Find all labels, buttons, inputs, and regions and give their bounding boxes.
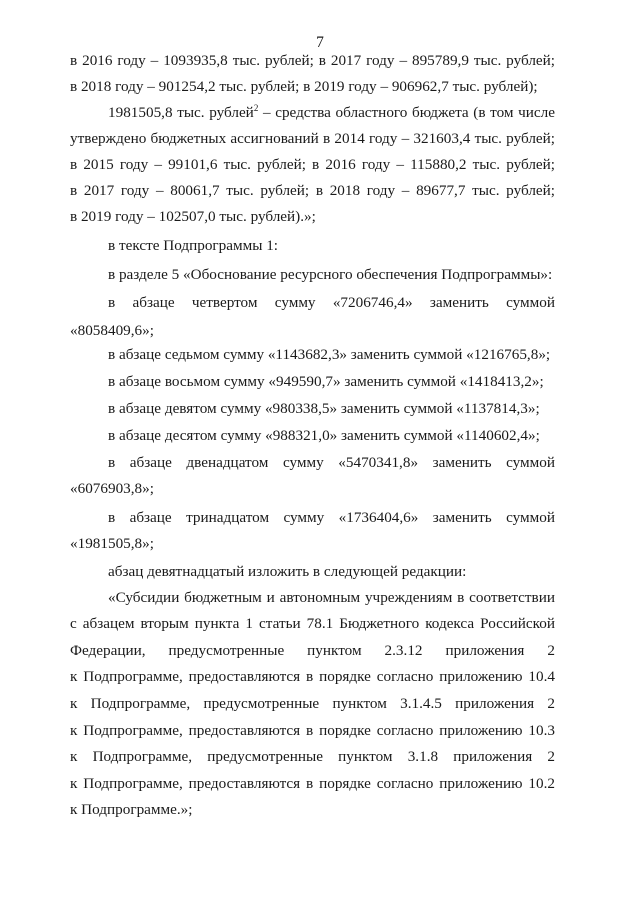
body-line-2: в 2018 году – 901254,2 тыс. рублей; в 2019 году – 906962,7 тыс. рублей); (70, 78, 538, 95)
body-line-17: «6076903,8»; (70, 480, 154, 497)
body-line-29: к Подпрограмме.»; (70, 801, 193, 818)
body-line-11: «8058409,6»; (70, 322, 154, 339)
body-line-22: с абзацем вторым пункта 1 статьи 78.1 Бюджетного кодекса Российской (70, 615, 555, 632)
body-line-20: абзац девятнадцатый изложить в следующей редакции: (108, 563, 467, 580)
body-line-21: «Субсидии бюджетным и автономным учреждениям в соответствии (108, 589, 555, 606)
body-line-4: утверждено бюджетных ассигнований в 2014 году – 321603,4 тыс. рублей; (70, 130, 555, 147)
body-line-6: в 2017 году – 80061,7 тыс. рублей; в 2018 году – 89677,7 тыс. рублей; (70, 182, 555, 199)
body-line-24: к Подпрограмме, предоставляются в порядке согласно приложению 10.4 (70, 668, 555, 685)
amount-text: 1981505,8 тыс. рублей (108, 104, 254, 121)
page-number: 7 (316, 34, 324, 51)
body-line-13: в абзаце восьмом сумму «949590,7» заменить суммой «1418413,2»; (108, 373, 544, 390)
body-line-7: в 2019 году – 102507,0 тыс. рублей).»; (70, 208, 316, 225)
body-line-23: Федерации, предусмотренные пунктом 2.3.12 приложения 2 (70, 642, 555, 659)
body-line-25: к Подпрограмме, предусмотренные пунктом 3.1.4.5 приложения 2 (70, 695, 555, 712)
body-line-27: к Подпрограмме, предусмотренные пунктом 3.1.8 приложения 2 (70, 748, 555, 765)
body-line-15: в абзаце десятом сумму «988321,0» заменить суммой «1140602,4»; (108, 427, 540, 444)
body-line-3 (108, 104, 555, 122)
body-line-5: в 2015 году – 99101,6 тыс. рублей; в 2016 году – 115880,2 тыс. рублей; (70, 156, 555, 173)
amount-tail-text: – средства областного бюджета (в том числе (258, 104, 555, 121)
body-line-19: «1981505,8»; (70, 535, 154, 552)
body-line-12: в абзаце седьмом сумму «1143682,3» заменить суммой «1216765,8»; (108, 346, 551, 363)
body-line-26: к Подпрограмме, предоставляются в порядке согласно приложению 10.3 (70, 722, 555, 739)
body-line-14: в абзаце девятом сумму «980338,5» заменить суммой «1137814,3»; (108, 400, 540, 417)
body-line-8: в тексте Подпрограммы 1: (108, 237, 279, 254)
body-line-18: в абзаце тринадцатом сумму «1736404,6» заменить суммой (108, 509, 555, 526)
body-line-10: в абзаце четвертом сумму «7206746,4» заменить суммой (108, 294, 555, 311)
footnote-marker: 2 (253, 103, 259, 113)
body-line-28: к Подпрограмме, предоставляются в порядке согласно приложению 10.2 (70, 775, 555, 792)
body-line-9: в разделе 5 «Обоснование ресурсного обеспечения Подпрограммы»: (108, 266, 553, 283)
body-line-1: в 2016 году – 1093935,8 тыс. рублей; в 2017 году – 895789,9 тыс. рублей; (70, 52, 555, 69)
body-line-16: в абзаце двенадцатом сумму «5470341,8» заменить суммой (108, 454, 555, 471)
